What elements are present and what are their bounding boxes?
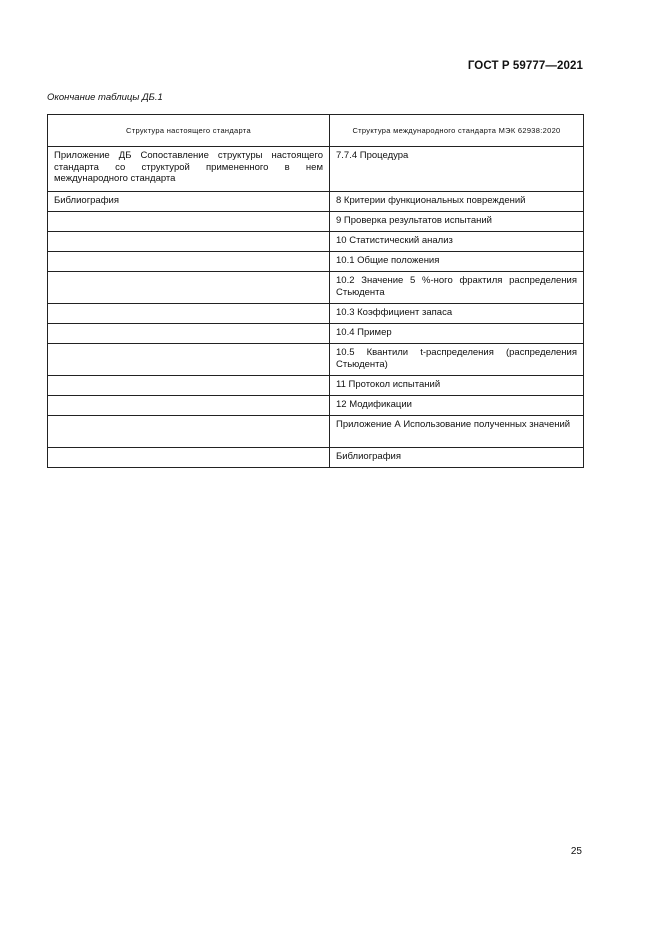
table-row xyxy=(48,252,584,272)
cell-national xyxy=(48,324,330,344)
cell-international: 11 Протокол испытаний xyxy=(330,376,584,396)
cell-international: 10 Статистический анализ xyxy=(330,232,584,252)
cell-national xyxy=(48,396,330,416)
cell-international: 9 Проверка результатов испытаний xyxy=(330,212,584,232)
table-header-row xyxy=(48,115,584,147)
cell-international: Приложение А Использование полученных значений xyxy=(330,416,584,448)
table-row xyxy=(48,232,584,252)
page-number: 25 xyxy=(570,846,582,857)
cell-national xyxy=(48,232,330,252)
cell-international: 10.1 Общие положения xyxy=(330,252,584,272)
table-row xyxy=(48,324,584,344)
table-row xyxy=(48,147,584,192)
cell-international: 10.2 Значение 5 %-ного фрактиля распределения Стьюдента xyxy=(330,272,584,304)
cell-national xyxy=(48,344,330,376)
column-header-national: Структура настоящего стандарта xyxy=(48,115,330,147)
table-row xyxy=(48,376,584,396)
cell-international: 7.7.4 Процедура xyxy=(330,147,584,192)
table-row xyxy=(48,344,584,376)
cell-national xyxy=(48,304,330,324)
cell-national xyxy=(48,252,330,272)
cell-international: 8 Критерии функциональных повреждений xyxy=(330,192,584,212)
cell-national xyxy=(48,448,330,468)
table-row xyxy=(48,304,584,324)
cell-national xyxy=(48,376,330,396)
table-row xyxy=(48,272,584,304)
cell-national xyxy=(48,416,330,448)
column-header-international: Структура международного стандарта МЭК 62938:2020 xyxy=(330,115,584,147)
cell-international: 10.4 Пример xyxy=(330,324,584,344)
document-code: ГОСТ Р 59777—2021 xyxy=(467,60,583,72)
cell-international: Библиография xyxy=(330,448,584,468)
table-row xyxy=(48,448,584,468)
cell-national: Приложение ДБ Сопоставление структуры настоящего стандарта со структурой примененного в нем международного стандарта xyxy=(48,147,330,192)
cell-international: 10.3 Коэффициент запаса xyxy=(330,304,584,324)
cell-international: 10.5 Квантили t-распределения (распределения Стьюдента) xyxy=(330,344,584,376)
table-row xyxy=(48,192,584,212)
cell-international: 12 Модификации xyxy=(330,396,584,416)
cell-national: Библиография xyxy=(48,192,330,212)
cell-national xyxy=(48,272,330,304)
cell-national xyxy=(48,212,330,232)
structure-comparison-table xyxy=(47,114,584,468)
table-caption: Окончание таблицы ДБ.1 xyxy=(47,92,163,103)
table-row xyxy=(48,416,584,448)
table-row xyxy=(48,212,584,232)
table-row xyxy=(48,396,584,416)
